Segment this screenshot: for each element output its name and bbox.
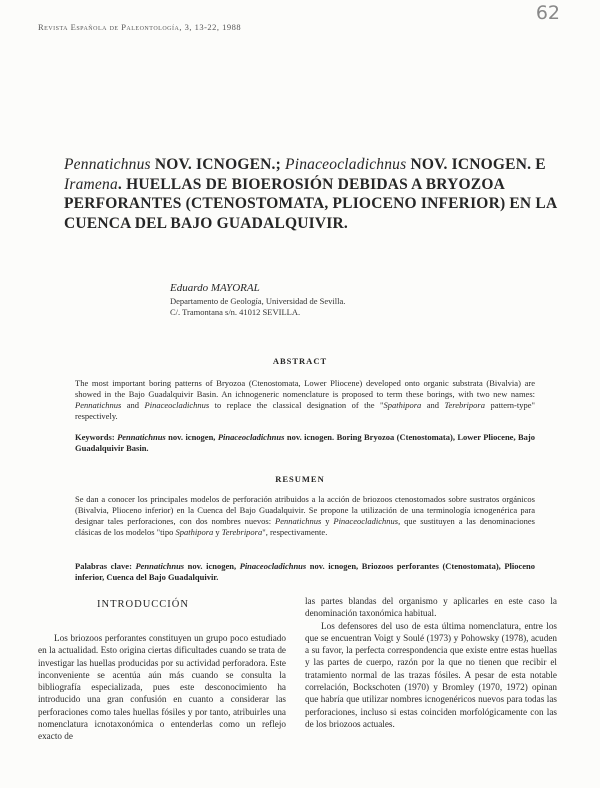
- abstract-text: [75, 378, 535, 422]
- abstract-genus: Terebripora: [444, 400, 485, 410]
- title-text-2: NOV. ICNOGEN. E: [406, 156, 546, 173]
- palabras-clave: [75, 561, 535, 583]
- palabras-genus: Pennatichnus: [135, 561, 185, 571]
- abstract-genus: Spathipora: [383, 400, 422, 410]
- author-name: Eduardo MAYORAL: [170, 282, 260, 294]
- abstract-part: and: [421, 400, 445, 410]
- abstract-heading: ABSTRACT: [272, 356, 328, 366]
- resumen-part: Se dan a conocer los principales modelos de perforación atribuidos a la acción de briozoos ctenostomados sobre sustratos orgánicos (Bivalvia, Plioceno inferior) en la Cuenca del Bajo Guadalquivir. Se propone la utilización de una terminología icnogenérica para designar tales perforaciones, con dos nombres nuevos:: [75, 494, 535, 526]
- keyword-genus: Pennatichnus: [117, 432, 166, 442]
- title-genus-3: Iramena: [64, 175, 118, 193]
- affiliation-line-2: C/. Tramontana s/n. 41012 SEVILLA.: [170, 306, 301, 317]
- palabras-part: nov. icnogen,: [184, 561, 240, 571]
- affiliation-line-1: Departamento de Geología, Universidad de Sevilla.: [170, 296, 346, 306]
- title-text-3: . HUELLAS DE BIOEROSIÓN DEBIDAS A BRYOZOA PERFORANTES (CTENOSTOMATA, PLIOCENO INFERIOR) EN LA CUENCA DEL BAJO GUADALQUIVIR.: [64, 175, 557, 232]
- intro-right-column: [305, 595, 557, 730]
- resumen-part: y: [321, 516, 334, 526]
- palabras-label: Palabras clave:: [75, 561, 136, 571]
- article-title: [64, 155, 564, 233]
- running-head: Revista Española de Paleontología, 3, 13-22, 1988: [38, 22, 242, 32]
- title-genus-2: Pinaceocladichnus: [285, 156, 407, 173]
- author-affiliation: [170, 296, 345, 317]
- keyword-part: nov. icnogen,: [165, 432, 218, 442]
- keywords: [75, 432, 535, 454]
- resumen-genus: Terebripora: [221, 527, 263, 537]
- abstract-genus: Pennatichnus: [75, 400, 122, 410]
- abstract-part: to replace the classical designation of the ": [209, 400, 384, 410]
- title-text-1: NOV. ICNOGEN.;: [150, 156, 286, 173]
- resumen-part: y: [213, 527, 222, 537]
- intro-left-column: [38, 632, 286, 743]
- introduccion-heading: INTRODUCCIÓN: [97, 599, 189, 610]
- abstract-part: and: [121, 400, 145, 410]
- intro-paragraph-1: Los briozoos perforantes constituyen un grupo poco estudiado en la actualidad. Esto origina ciertas dificultades cuando se trata de investigar las huellas producidas por su actividad perforadora. Este inconveniente se acentúa aún más cuando se consulta la bibliografía especializada, pues este desconocimiento ha introducido una gran confusión en cuanto a considerar las perforaciones como tales huellas fósiles y por tanto, atribuirles una nomenclatura icnotaxonómica o entenderlas como un reflejo exacto de: [38, 633, 286, 742]
- abstract-part: pattern-type" respectively.: [75, 400, 535, 421]
- intro-paragraph-2: las partes blandas del organismo y aplicarles en este caso la denominación taxonómica habitual.: [305, 596, 557, 619]
- resumen-genus: Pennatichnus: [275, 516, 322, 526]
- resumen-genus: Spathipora: [175, 527, 214, 537]
- keywords-label: Keywords:: [75, 432, 118, 442]
- palabras-part: nov. icnogen, Briozoos perforantes (Ctenostomata), Plioceno inferior, Cuenca del Bajo Guadalquivir.: [75, 561, 536, 582]
- resumen-part: , que sustituyen a las denominaciones clásicas de los modelos "tipo: [75, 516, 535, 537]
- keyword-genus: Pinaceocladichnus: [217, 432, 285, 442]
- resumen-heading: RESUMEN: [275, 474, 325, 484]
- intro-paragraph-3: Los defensores del uso de esta última nomenclatura, entre los que se encuentran Voigt y Soulé (1973) y Pohowsky (1978), acuden a su favor, la perfecta correspondencia que existe entre estas huellas y las partes de cuerpo, razón por la que no tienen que recibir el tratamiento normal de las trazas fósiles. A pesar de esta notable correlación, Bockschoten (1970) y Bromley (1970, 1972) opinan que habría que utilizar nombres icnogenéricos nuevos para todas las perforaciones, incluso si estas coinciden morfológicamente con las de los briozoos actuales.: [305, 620, 557, 729]
- keyword-part: nov. icnogen. Boring Bryozoa (Ctenostomata), Lower Pliocene, Bajo Guadalquivir Basin.: [75, 432, 535, 453]
- abstract-genus: Pinaceocladichnus: [144, 400, 210, 410]
- resumen-genus: Pinaceocladichnus: [333, 516, 399, 526]
- resumen-part: ", respectivamente.: [262, 527, 328, 537]
- resumen-text: [75, 494, 535, 538]
- handwritten-page-number: 62: [535, 2, 560, 24]
- palabras-genus: Pinaceocladichnus: [239, 561, 307, 571]
- abstract-part: The most important boring patterns of Bryozoa (Ctenostomata, Lower Pliocene) developed onto organic substrata (Bivalvia) are showed in the Bajo Guadalquivir Basin. An ichnogeneric nomenclature is proposed to term these borings, with two new names:: [75, 378, 535, 399]
- title-genus-1: Pennatichnus: [64, 156, 151, 173]
